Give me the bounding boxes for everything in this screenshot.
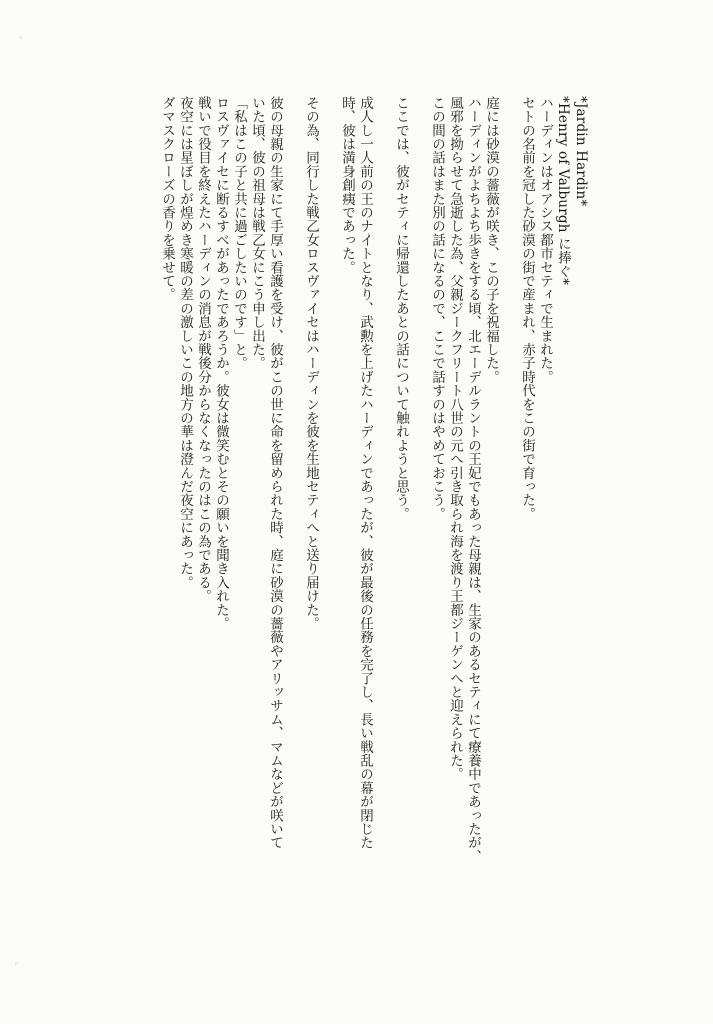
paragraph-4-line-1: 成人し一人前の王のナイトとなり、武勲を上げたハーディンであったが、彼が最後の任務を完了し、長い戦乱の幕が閉じた — [357, 96, 373, 850]
dedication-line: *Henry of Valburgh に捧ぐ* — [555, 96, 571, 286]
paragraph-6-line-4: ロスヴァイセに断るすべがあったであろうか。彼女は微笑むとその願いを聞き入れた。 — [213, 96, 229, 631]
paragraph-2-line-4: この間の話はまた別の話になるので、ここで話すのはやめておこう。 — [429, 96, 445, 521]
paragraph-6-line-2: いた頃、彼の祖母は戦乙女にこう申し出た。 — [249, 96, 265, 370]
corner-mark: ◦ — [18, 34, 24, 44]
paragraph-6-line-3: 「私はこの子と共に過ごしたいのです」と。 — [231, 96, 247, 370]
paragraph-6-line-1: 彼の母親の生家にて手厚い看護を受け、彼がこの世に命を留められた時、庭に砂漠の薔薇やアリッサム、マムなどが咲いて — [267, 96, 283, 850]
paragraph-5-line-1: その為、同行した戦乙女ロスヴァイセはハーディンを彼を生地セティへと送り届けた。 — [303, 96, 319, 631]
paragraph-6-line-5: 戦いで役目を終えたハーディンの消息が戦後分からなくなったのはこの為である。 — [195, 96, 211, 603]
paragraph-1-line-2: セトの名前を冠した砂漠の街で産まれ、赤子時代をこの街で育った。 — [519, 96, 535, 521]
paragraph-2-line-3: 風邪を拗らせて急逝した為、父親ジークフリート八世の元へ引き取られ海を渡り王都ジーゲンへと迎えられた。 — [447, 96, 463, 781]
vertical-text-body — [120, 96, 590, 896]
paragraph-6-line-6: 夜空には星ぼしが煌めき寒暖の差の激しいこの地方の華は澄んだ夜空にあった。 — [177, 96, 193, 590]
paragraph-4-line-2: 時、彼は満身創痍であった。 — [339, 96, 355, 275]
title-line: *Jardin Hardin* — [573, 96, 589, 207]
paragraph-6-line-7: ダマスクローズの香りを乗せて。 — [159, 96, 175, 302]
paragraph-3-line-1: ここでは、彼がセティに帰還したあとの話について触れようと思う。 — [393, 96, 409, 521]
paragraph-1-line-1: ハーディンはオアシス都市セティで生まれた。 — [537, 96, 553, 384]
paragraph-2-line-1: 庭には砂漠の薔薇が咲き、この子を祝福した。 — [483, 96, 499, 384]
paragraph-2-line-2: ハーディンがよちよち歩きをする頃、北エーデルラントの王妃でもあった母親は、生家のあるセティにて療養中であったが、 — [465, 96, 481, 864]
corner-mark: ◦ — [14, 960, 20, 970]
